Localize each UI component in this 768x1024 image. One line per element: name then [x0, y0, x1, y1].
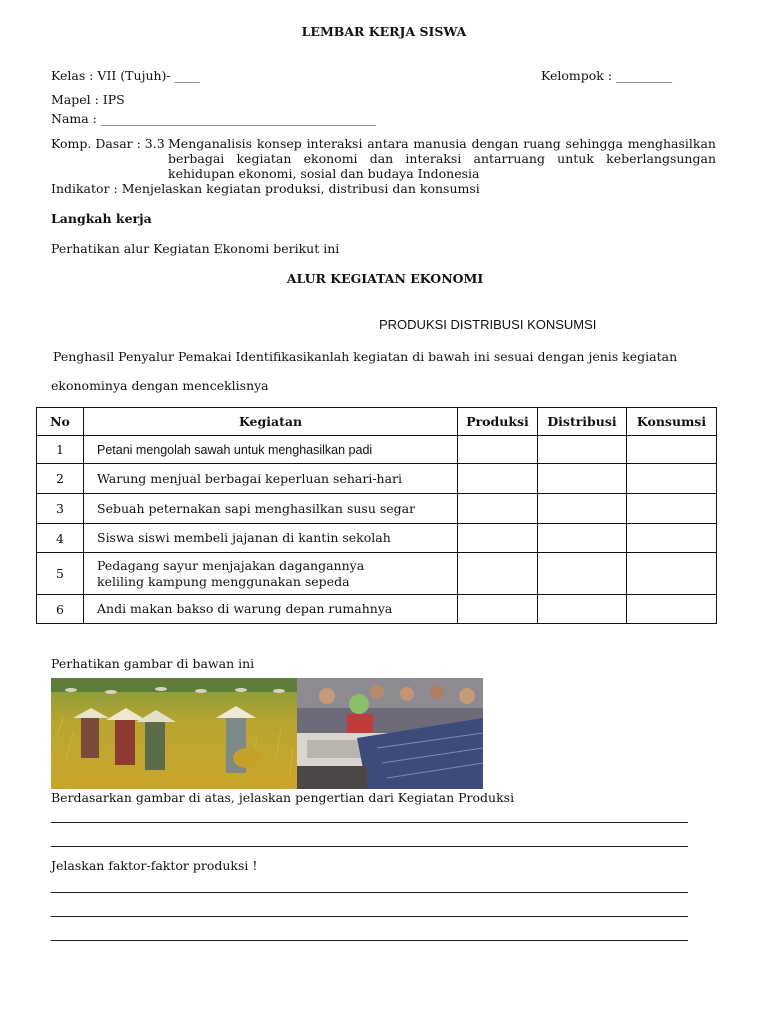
- konsumsi-check-cell[interactable]: [627, 553, 717, 595]
- konsumsi-check-cell[interactable]: [627, 436, 717, 464]
- header-distribusi: Distribusi: [538, 408, 627, 436]
- table-row: [37, 494, 717, 524]
- table-row: [37, 553, 717, 595]
- perhatikan-gambar-text: Perhatikan gambar di bawan ini: [51, 656, 255, 671]
- row-number: 2: [37, 464, 84, 494]
- question-faktor-produksi: Jelaskan faktor-faktor produksi !: [51, 858, 258, 873]
- row-number: 4: [37, 524, 84, 553]
- komp-dasar-label: Komp. Dasar : 3.3: [51, 136, 165, 151]
- row-kegiatan: Siswa siswi membeli jajanan di kantin sekolah: [84, 524, 458, 553]
- rice-farmers-photo: [51, 678, 297, 789]
- table-row: [37, 524, 717, 553]
- page-title: LEMBAR KERJA SISWA: [301, 24, 467, 39]
- row-number: 1: [37, 436, 84, 464]
- row-kegiatan: Andi makan bakso di warung depan rumahnya: [84, 595, 458, 624]
- kelompok-field: Kelompok : _________: [541, 68, 673, 83]
- row-number: 3: [37, 494, 84, 524]
- komp-dasar-line-1: Menganalisis konsep interaksi antara manusia dengan ruang sehingga menghasilkan: [168, 136, 716, 151]
- produksi-check-cell[interactable]: [458, 524, 538, 553]
- table-row: [37, 436, 717, 464]
- answer-line[interactable]: [51, 846, 688, 847]
- alur-flow: PRODUKSI DISTRIBUSI KONSUMSI: [379, 317, 597, 332]
- langkah-kerja-heading: Langkah kerja: [51, 211, 152, 226]
- produksi-check-cell[interactable]: [458, 595, 538, 624]
- distribusi-check-cell[interactable]: [538, 436, 627, 464]
- distribusi-check-cell[interactable]: [538, 524, 627, 553]
- distribusi-check-cell[interactable]: [538, 494, 627, 524]
- produksi-check-cell[interactable]: [458, 494, 538, 524]
- kelas-field: Kelas : VII (Tujuh)- ____: [51, 68, 200, 83]
- konsumsi-check-cell[interactable]: [627, 595, 717, 624]
- instruction-line-2: ekonominya dengan menceklisnya: [51, 378, 269, 393]
- header-produksi: Produksi: [458, 408, 538, 436]
- row-number: 6: [37, 595, 84, 624]
- instruction-line-1: Penghasil Penyalur Pemakai Identifikasikanlah kegiatan di bawah ini sesuai dengan jenis kegiatan: [53, 349, 678, 364]
- distribusi-check-cell[interactable]: [538, 464, 627, 494]
- row-kegiatan: Sebuah peternakan sapi menghasilkan susu segar: [84, 494, 458, 524]
- answer-line[interactable]: [51, 940, 688, 941]
- table-row: [37, 595, 717, 624]
- row-kegiatan: Petani mengolah sawah untuk menghasilkan padi: [84, 436, 458, 464]
- distribusi-check-cell[interactable]: [538, 595, 627, 624]
- activity-table: [36, 407, 717, 624]
- produksi-check-cell[interactable]: [458, 464, 538, 494]
- produksi-check-cell[interactable]: [458, 436, 538, 464]
- row-number: 5: [37, 553, 84, 595]
- header-no: No: [37, 408, 84, 436]
- header-konsumsi: Konsumsi: [627, 408, 717, 436]
- table-header-row: [37, 408, 717, 436]
- nama-field: Nama : ____________________________________________: [51, 111, 376, 126]
- konsumsi-check-cell[interactable]: [627, 494, 717, 524]
- konsumsi-check-cell[interactable]: [627, 524, 717, 553]
- row-kegiatan: Warung menjual berbagai keperluan sehari-hari: [84, 464, 458, 494]
- mapel-field: Mapel : IPS: [51, 92, 125, 107]
- answer-line[interactable]: [51, 916, 688, 917]
- alur-title: ALUR KEGIATAN EKONOMI: [286, 271, 484, 286]
- konsumsi-check-cell[interactable]: [627, 464, 717, 494]
- produksi-check-cell[interactable]: [458, 553, 538, 595]
- answer-line[interactable]: [51, 892, 688, 893]
- perhatikan-alur-text: Perhatikan alur Kegiatan Ekonomi berikut ini: [51, 241, 340, 256]
- header-kegiatan: Kegiatan: [84, 408, 458, 436]
- komp-dasar-line-2: berbagai kegiatan ekonomi dan interaksi antarruang untuk keberlangsungan: [168, 151, 716, 166]
- row-kegiatan: Pedagang sayur menjajakan dagangannya keliling kampung menggunakan sepeda: [84, 553, 458, 595]
- table-row: [37, 464, 717, 494]
- indikator: Indikator : Menjelaskan kegiatan produksi, distribusi dan konsumsi: [51, 181, 480, 196]
- factory-workers-photo: [297, 678, 483, 789]
- question-produksi: Berdasarkan gambar di atas, jelaskan pengertian dari Kegiatan Produksi: [51, 790, 515, 805]
- distribusi-check-cell[interactable]: [538, 553, 627, 595]
- komp-dasar-line-3: kehidupan ekonomi, sosial dan budaya Indonesia: [168, 166, 480, 181]
- answer-line[interactable]: [51, 822, 688, 823]
